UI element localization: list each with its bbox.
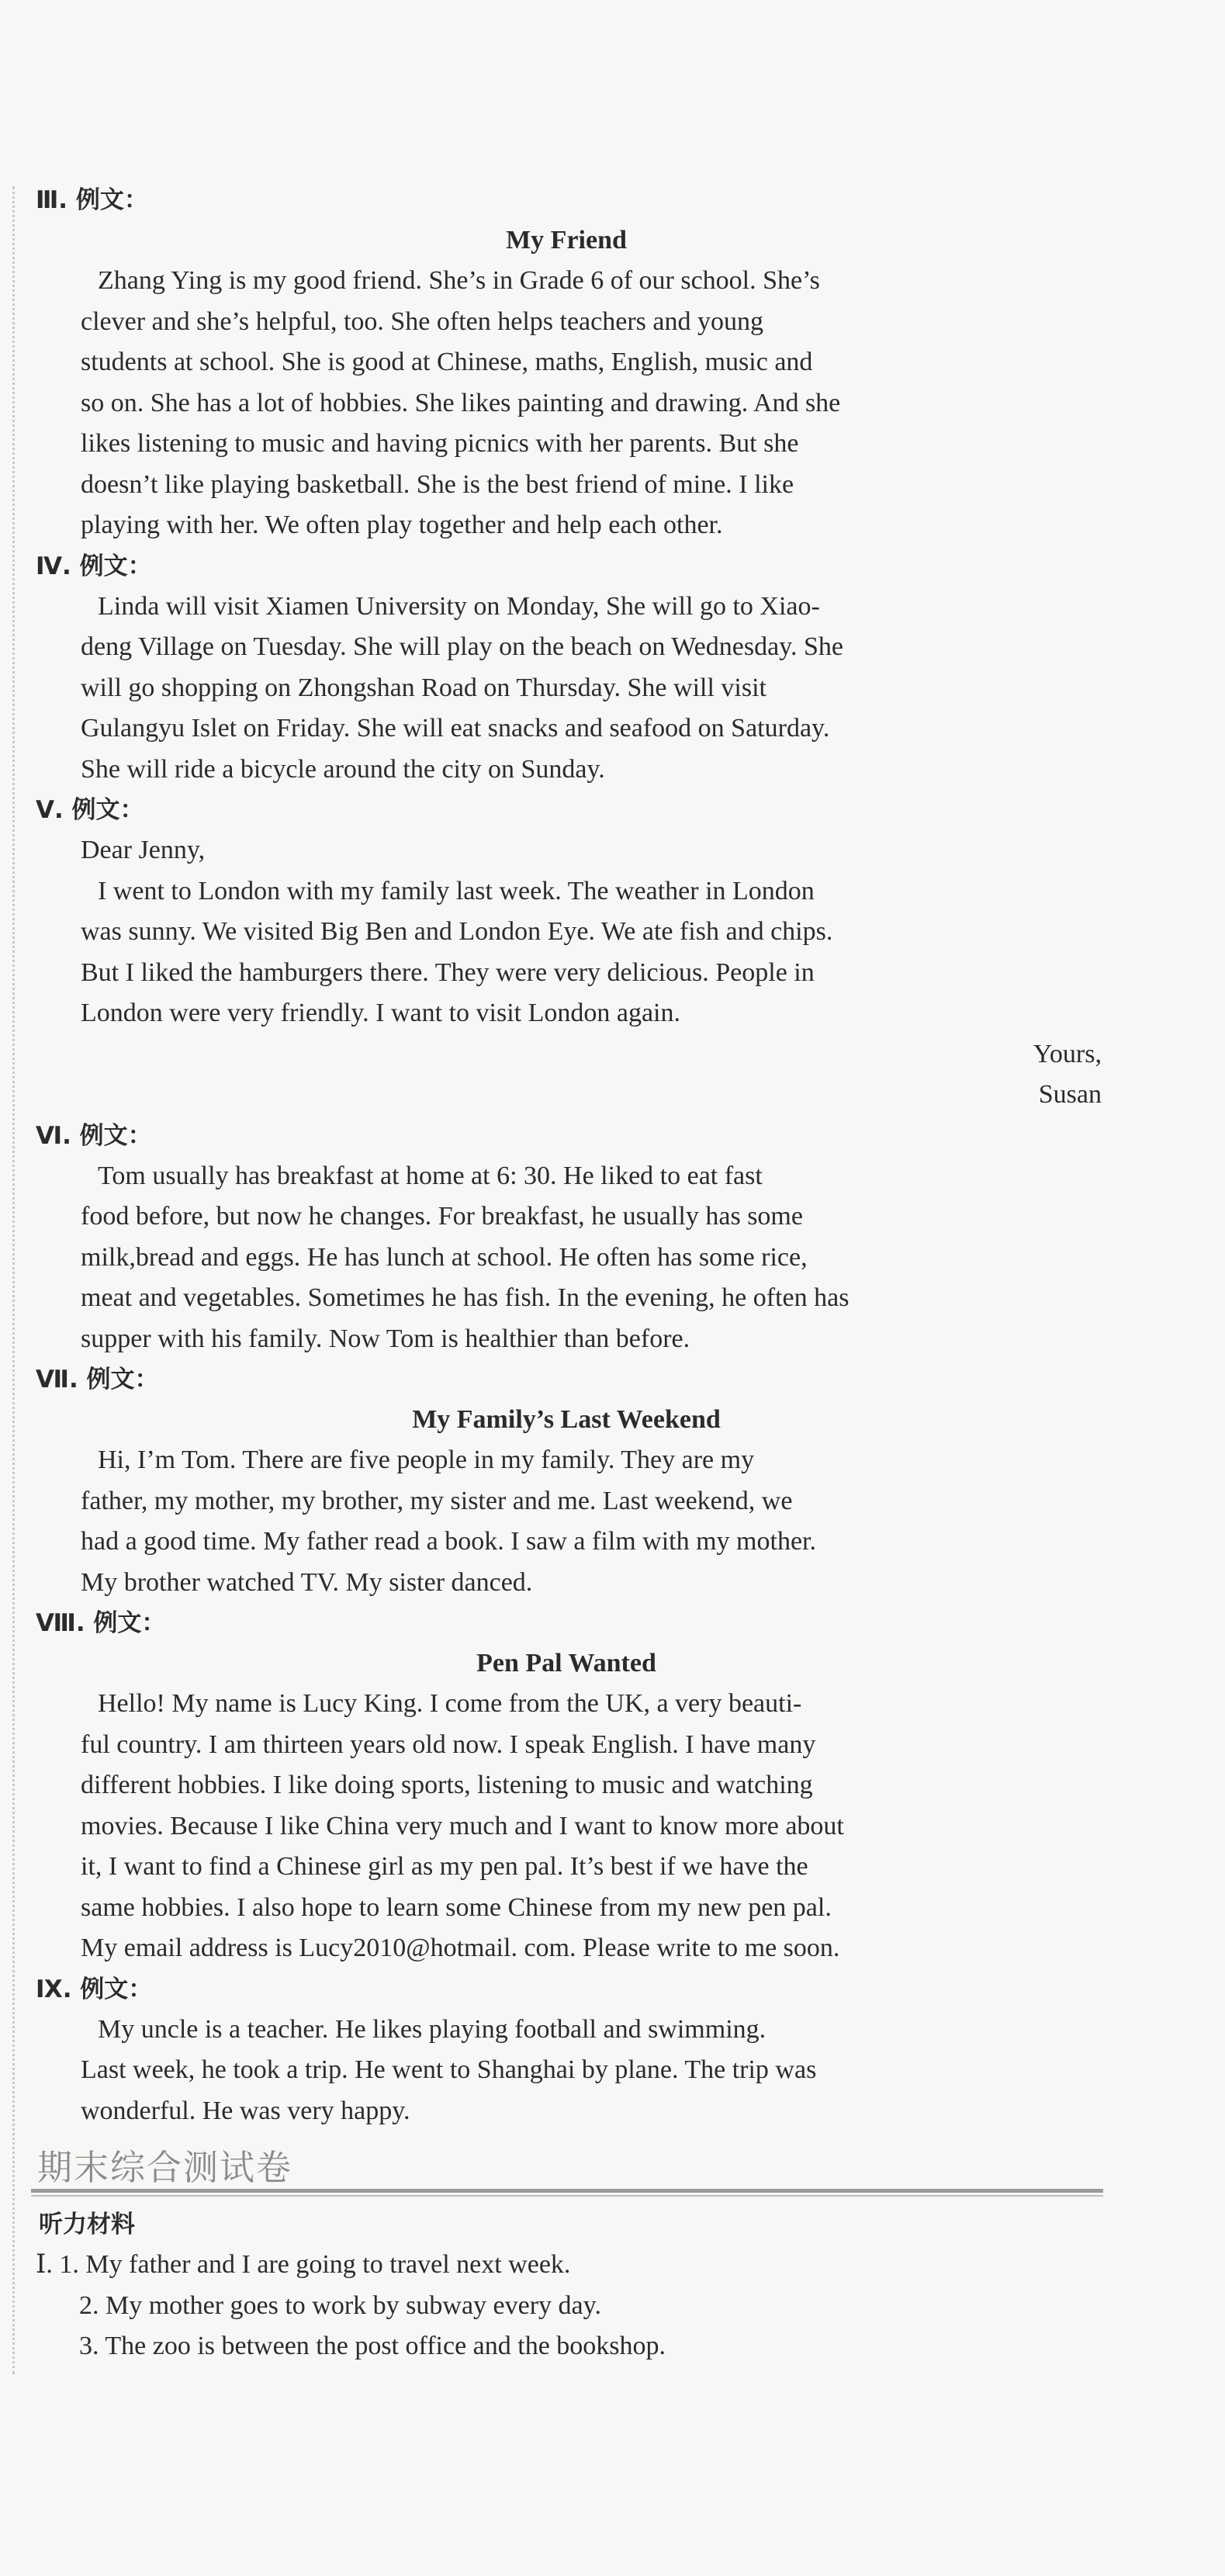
text-line: it, I want to find a Chinese girl as my pen pal. It’s best if we have the (81, 1852, 808, 1881)
section-label: Ⅸ. 例文： (36, 1975, 153, 2003)
text-line: movies. Because I like China very much and I want to know more about (81, 1811, 844, 1840)
text-line: milk,bread and eggs. He has lunch at school. He often has some rice, (81, 1242, 808, 1272)
section-label: Ⅳ. 例文： (36, 552, 152, 580)
section-8 (31, 1603, 1102, 1969)
text-line: so on. She has a lot of hobbies. She likes painting and drawing. And she (81, 388, 841, 417)
essay-title: Pen Pal Wanted (476, 1649, 656, 1678)
heading-rule (31, 2189, 1103, 2193)
letter-closing: Yours, (1033, 1039, 1102, 1068)
listening-item: 2. My mother goes to work by subway every day. (79, 2290, 601, 2320)
listening-item: Ⅰ. 1. My father and I are going to travel next week. (36, 2250, 571, 2279)
answer-content (31, 180, 1102, 2367)
section-5 (31, 790, 1102, 1116)
text-line: Hello! My name is Lucy King. I come from the UK, a very beauti- (98, 1689, 802, 1718)
section-9 (31, 1969, 1102, 2132)
text-line: clever and she’s helpful, too. She often helps teachers and young (81, 306, 763, 336)
listening-title: 听力材料 (39, 2211, 135, 2238)
text-line: wonderful. He was very happy. (81, 2096, 410, 2125)
section-label: Ⅲ. 例文： (36, 186, 148, 214)
final-exam-heading-block (31, 2145, 1102, 2190)
text-line: will go shopping on Zhongshan Road on Thursday. She will visit (81, 673, 766, 702)
section-label: Ⅷ. 例文： (36, 1609, 166, 1637)
essay-title: My Family’s Last Weekend (412, 1405, 721, 1434)
text-line: deng Village on Tuesday. She will play on the beach on Wednesday. She (81, 632, 843, 661)
text-line: different hobbies. I like doing sports, listening to music and watching (81, 1771, 813, 1799)
text-line: food before, but now he changes. For breakfast, he usually has some (81, 1202, 803, 1231)
text-line: London were very friendly. I want to visit London again. (81, 999, 680, 1027)
text-line: My brother watched TV. My sister danced. (81, 1567, 533, 1597)
text-line: Tom usually has breakfast at home at 6: 30. He liked to eat fast (98, 1161, 763, 1190)
text-line: was sunny. We visited Big Ben and London Eye. We ate fish and chips. (81, 917, 833, 946)
margin-dotted-line (12, 186, 15, 2374)
text-line: same hobbies. I also hope to learn some Chinese from my new pen pal. (81, 1892, 832, 1922)
text-line: Hi, I’m Tom. There are five people in my family. They are my (98, 1446, 755, 1474)
final-exam-heading: 期末综合测试卷 (37, 2147, 293, 2188)
text-line: Last week, he took a trip. He went to Shanghai by plane. The trip was (81, 2055, 817, 2084)
text-line: playing with her. We often play together and help each other. (81, 511, 723, 539)
text-line: ful country. I am thirteen years old now. I speak English. I have many (81, 1729, 816, 1759)
listening-item: 3. The zoo is between the post office and the bookshop. (79, 2332, 666, 2360)
heading-rule-thin (31, 2195, 1103, 2197)
text-line: Zhang Ying is my good friend. She’s in Grade 6 of our school. She’s (98, 266, 820, 295)
section-3 (31, 180, 1102, 546)
text-line: Linda will visit Xiamen University on Monday, She will go to Xiao- (98, 591, 820, 621)
section-4 (31, 546, 1102, 791)
text-line: My uncle is a teacher. He likes playing football and swimming. (98, 2014, 766, 2044)
text-line: She will ride a bicycle around the city on Sunday. (81, 754, 605, 784)
essay-title: My Friend (506, 226, 627, 254)
section-label: Ⅵ. 例文： (36, 1121, 152, 1150)
text-line: My email address is Lucy2010@hotmail. com. Please write to me soon. (81, 1934, 840, 1962)
letter-greeting: Dear Jenny, (81, 836, 206, 864)
text-line: likes listening to music and having picnics with her parents. But she (81, 429, 799, 458)
section-6 (31, 1116, 1102, 1360)
section-label: Ⅴ. 例文： (36, 796, 144, 824)
text-line: supper with his family. Now Tom is healthier than before. (81, 1324, 690, 1353)
text-line: students at school. She is good at Chinese, maths, English, music and (81, 348, 813, 376)
text-line: father, my mother, my brother, my sister and me. Last weekend, we (81, 1486, 793, 1515)
text-line: Gulangyu Islet on Friday. She will eat snacks and seafood on Saturday. (81, 714, 830, 743)
section-7 (31, 1359, 1102, 1603)
text-line: had a good time. My father read a book. I saw a film with my mother. (81, 1527, 816, 1556)
section-label: Ⅶ. 例文： (36, 1366, 159, 1394)
text-line: But I liked the hamburgers there. They were very delicious. People in (81, 957, 815, 987)
text-line: I went to London with my family last week. The weather in London (98, 876, 815, 905)
letter-signature: Susan (1038, 1080, 1102, 1109)
text-line: doesn’t like playing basketball. She is the best friend of mine. I like (81, 469, 794, 499)
text-line: meat and vegetables. Sometimes he has fish. In the evening, he often has (81, 1283, 850, 1312)
